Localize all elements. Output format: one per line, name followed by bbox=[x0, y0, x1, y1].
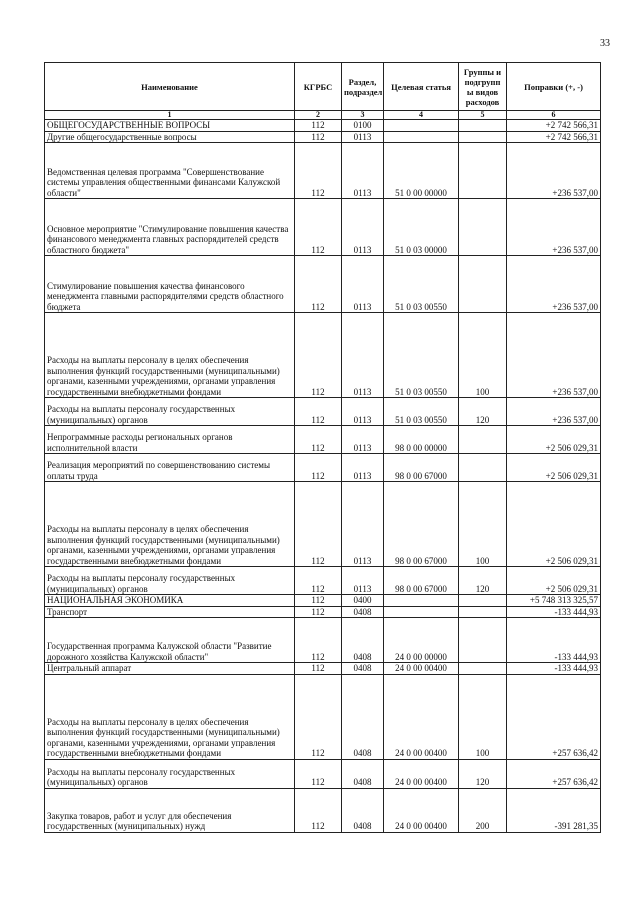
row-kgrbs: 112 bbox=[295, 454, 342, 482]
column-number: 3 bbox=[342, 111, 384, 120]
row-expense-group bbox=[459, 256, 507, 313]
header-amendments: Поправки (+, -) bbox=[507, 63, 601, 111]
table-row bbox=[45, 313, 601, 398]
header-kgrbs: КГРБС bbox=[295, 63, 342, 111]
row-amendment-amount: +2 742 566,31 bbox=[507, 120, 601, 132]
row-kgrbs: 112 bbox=[295, 256, 342, 313]
row-kgrbs: 112 bbox=[295, 663, 342, 675]
row-target-article bbox=[384, 595, 459, 607]
row-expense-group bbox=[459, 663, 507, 675]
row-target-article: 98 0 00 00000 bbox=[384, 426, 459, 454]
row-target-article: 51 0 00 00000 bbox=[384, 143, 459, 199]
row-section: 0113 bbox=[342, 199, 384, 256]
row-kgrbs: 112 bbox=[295, 398, 342, 426]
row-expense-group bbox=[459, 120, 507, 132]
row-section: 0408 bbox=[342, 618, 384, 663]
row-section: 0113 bbox=[342, 454, 384, 482]
row-expense-group: 120 bbox=[459, 398, 507, 426]
row-target-article bbox=[384, 131, 459, 143]
row-target-article bbox=[384, 606, 459, 618]
row-section: 0113 bbox=[342, 143, 384, 199]
column-number-row bbox=[45, 111, 601, 120]
row-section: 0400 bbox=[342, 595, 384, 607]
row-name: Расходы на выплаты персоналу государственных (муниципальных) органов bbox=[45, 567, 295, 595]
table-row bbox=[45, 256, 601, 313]
row-target-article: 51 0 03 00550 bbox=[384, 398, 459, 426]
header-section: Раздел, подраздел bbox=[342, 63, 384, 111]
table-row bbox=[45, 788, 601, 832]
row-section: 0408 bbox=[342, 663, 384, 675]
row-target-article bbox=[384, 120, 459, 132]
row-kgrbs: 112 bbox=[295, 143, 342, 199]
row-amendment-amount: +2 506 029,31 bbox=[507, 454, 601, 482]
row-kgrbs: 112 bbox=[295, 618, 342, 663]
header-row bbox=[45, 63, 601, 111]
row-amendment-amount: +236 537,00 bbox=[507, 199, 601, 256]
row-amendment-amount: +2 506 029,31 bbox=[507, 482, 601, 567]
row-name: Реализация мероприятий по совершенствованию системы оплаты труда bbox=[45, 454, 295, 482]
row-target-article: 24 0 00 00400 bbox=[384, 663, 459, 675]
column-number: 2 bbox=[295, 111, 342, 120]
budget-amendments-table bbox=[44, 62, 601, 833]
row-section: 0408 bbox=[342, 788, 384, 832]
header-name: Наименование bbox=[45, 63, 295, 111]
row-target-article: 51 0 03 00000 bbox=[384, 199, 459, 256]
row-name: Расходы на выплаты персоналу государственных (муниципальных) органов bbox=[45, 759, 295, 788]
row-section: 0408 bbox=[342, 759, 384, 788]
row-target-article: 98 0 00 67000 bbox=[384, 567, 459, 595]
row-name: Центральный аппарат bbox=[45, 663, 295, 675]
row-target-article: 51 0 03 00550 bbox=[384, 313, 459, 398]
row-target-article: 51 0 03 00550 bbox=[384, 256, 459, 313]
row-expense-group bbox=[459, 426, 507, 454]
row-expense-group: 100 bbox=[459, 482, 507, 567]
table-row bbox=[45, 567, 601, 595]
header-target: Целевая статья bbox=[384, 63, 459, 111]
column-number: 6 bbox=[507, 111, 601, 120]
table-row bbox=[45, 398, 601, 426]
row-expense-group bbox=[459, 606, 507, 618]
table-row bbox=[45, 426, 601, 454]
row-kgrbs: 112 bbox=[295, 674, 342, 759]
row-amendment-amount: +2 742 566,31 bbox=[507, 131, 601, 143]
row-section: 0408 bbox=[342, 606, 384, 618]
row-amendment-amount: -133 444,93 bbox=[507, 618, 601, 663]
row-target-article: 24 0 00 00400 bbox=[384, 674, 459, 759]
table-row bbox=[45, 606, 601, 618]
row-kgrbs: 112 bbox=[295, 595, 342, 607]
row-expense-group bbox=[459, 131, 507, 143]
row-name: Транспорт bbox=[45, 606, 295, 618]
row-amendment-amount: -391 281,35 bbox=[507, 788, 601, 832]
column-number: 1 bbox=[45, 111, 295, 120]
row-amendment-amount: -133 444,93 bbox=[507, 663, 601, 675]
row-name: Ведомственная целевая программа "Совершенствование системы управления общественными финансами Калужской области" bbox=[45, 143, 295, 199]
row-section: 0113 bbox=[342, 567, 384, 595]
row-kgrbs: 112 bbox=[295, 120, 342, 132]
row-amendment-amount: +257 636,42 bbox=[507, 759, 601, 788]
row-kgrbs: 112 bbox=[295, 131, 342, 143]
row-expense-group: 100 bbox=[459, 674, 507, 759]
row-kgrbs: 112 bbox=[295, 199, 342, 256]
row-kgrbs: 112 bbox=[295, 313, 342, 398]
row-section: 0113 bbox=[342, 313, 384, 398]
row-name: НАЦИОНАЛЬНАЯ ЭКОНОМИКА bbox=[45, 595, 295, 607]
row-name: Стимулирование повышения качества финансового менеджмента главными распорядителями средств областного бюджета bbox=[45, 256, 295, 313]
row-kgrbs: 112 bbox=[295, 426, 342, 454]
row-amendment-amount: +2 506 029,31 bbox=[507, 426, 601, 454]
row-amendment-amount: +2 506 029,31 bbox=[507, 567, 601, 595]
table-body bbox=[45, 120, 601, 833]
table-row bbox=[45, 143, 601, 199]
row-expense-group bbox=[459, 595, 507, 607]
row-section: 0408 bbox=[342, 674, 384, 759]
row-section: 0113 bbox=[342, 398, 384, 426]
column-number: 5 bbox=[459, 111, 507, 120]
row-kgrbs: 112 bbox=[295, 567, 342, 595]
table-row bbox=[45, 454, 601, 482]
row-section: 0113 bbox=[342, 256, 384, 313]
row-name: Закупка товаров, работ и услуг для обеспечения государственных (муниципальных) нужд bbox=[45, 788, 295, 832]
row-expense-group: 120 bbox=[459, 759, 507, 788]
table-row bbox=[45, 120, 601, 132]
row-section: 0113 bbox=[342, 131, 384, 143]
row-expense-group bbox=[459, 454, 507, 482]
row-expense-group bbox=[459, 143, 507, 199]
row-name: Расходы на выплаты персоналу в целях обеспечения выполнения функций государственными (муниципальными) органами, казенными учреждениями, органами управления государственными внебюджетными фондами bbox=[45, 674, 295, 759]
row-kgrbs: 112 bbox=[295, 759, 342, 788]
row-name: ОБЩЕГОСУДАРСТВЕННЫЕ ВОПРОСЫ bbox=[45, 120, 295, 132]
page-number: 33 bbox=[600, 38, 610, 49]
row-amendment-amount: +236 537,00 bbox=[507, 398, 601, 426]
header-groups: Группы и подгрупп ы видов расходов bbox=[459, 63, 507, 111]
row-name: Государственная программа Калужской области "Развитие дорожного хозяйства Калужской области" bbox=[45, 618, 295, 663]
table-row bbox=[45, 674, 601, 759]
row-target-article: 24 0 00 00000 bbox=[384, 618, 459, 663]
table-row bbox=[45, 199, 601, 256]
row-target-article: 98 0 00 67000 bbox=[384, 482, 459, 567]
row-name: Непрограммные расходы региональных органов исполнительной власти bbox=[45, 426, 295, 454]
table-row bbox=[45, 595, 601, 607]
column-number: 4 bbox=[384, 111, 459, 120]
row-expense-group: 200 bbox=[459, 788, 507, 832]
row-name: Расходы на выплаты персоналу государственных (муниципальных) органов bbox=[45, 398, 295, 426]
row-target-article: 98 0 00 67000 bbox=[384, 454, 459, 482]
row-name: Другие общегосударственные вопросы bbox=[45, 131, 295, 143]
row-name: Расходы на выплаты персоналу в целях обеспечения выполнения функций государственными (муниципальными) органами, казенными учреждениями, органами управления государственными внебюджетными фондами bbox=[45, 482, 295, 567]
row-amendment-amount: +236 537,00 bbox=[507, 256, 601, 313]
row-section: 0100 bbox=[342, 120, 384, 132]
row-name: Расходы на выплаты персоналу в целях обеспечения выполнения функций государственными (муниципальными) органами, казенными учреждениями, органами управления государственными внебюджетными фондами bbox=[45, 313, 295, 398]
table-row bbox=[45, 482, 601, 567]
row-section: 0113 bbox=[342, 426, 384, 454]
row-kgrbs: 112 bbox=[295, 788, 342, 832]
row-kgrbs: 112 bbox=[295, 482, 342, 567]
row-name: Основное мероприятие "Стимулирование повышения качества финансового менеджмента главных распорядителей средств областного бюджета" bbox=[45, 199, 295, 256]
table-row bbox=[45, 759, 601, 788]
row-amendment-amount: +5 748 313 325,57 bbox=[507, 595, 601, 607]
row-amendment-amount: -133 444,93 bbox=[507, 606, 601, 618]
table-row bbox=[45, 663, 601, 675]
row-target-article: 24 0 00 00400 bbox=[384, 759, 459, 788]
row-target-article: 24 0 00 00400 bbox=[384, 788, 459, 832]
row-amendment-amount: +257 636,42 bbox=[507, 674, 601, 759]
row-expense-group: 100 bbox=[459, 313, 507, 398]
row-expense-group: 120 bbox=[459, 567, 507, 595]
table-row bbox=[45, 131, 601, 143]
row-kgrbs: 112 bbox=[295, 606, 342, 618]
row-amendment-amount: +236 537,00 bbox=[507, 313, 601, 398]
row-section: 0113 bbox=[342, 482, 384, 567]
row-amendment-amount: +236 537,00 bbox=[507, 143, 601, 199]
table-row bbox=[45, 618, 601, 663]
row-expense-group bbox=[459, 618, 507, 663]
row-expense-group bbox=[459, 199, 507, 256]
